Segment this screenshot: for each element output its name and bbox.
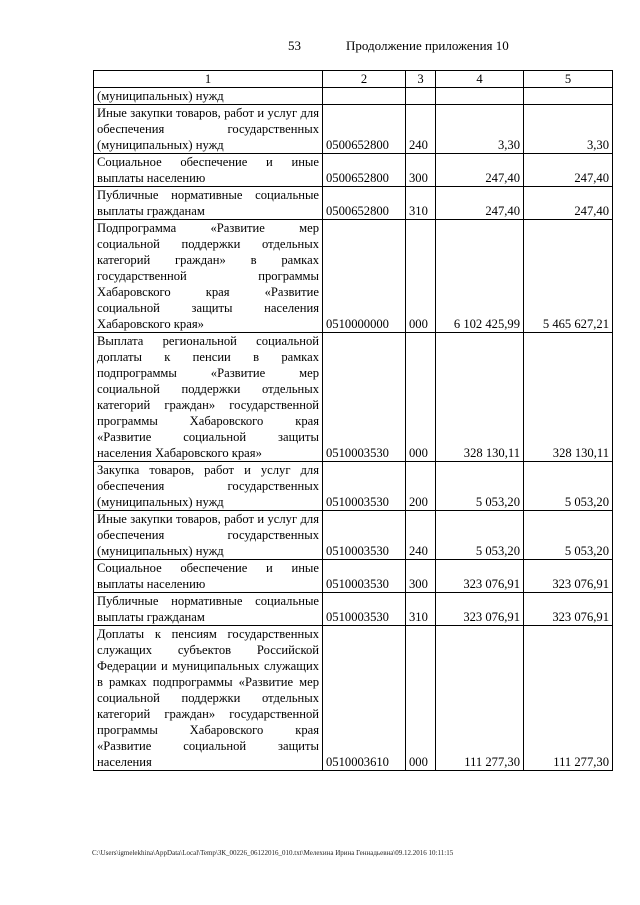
table-row bbox=[94, 462, 613, 511]
expense-type: 000 bbox=[406, 626, 436, 771]
expense-type: 000 bbox=[406, 220, 436, 333]
amount-col5: 111 277,30 bbox=[524, 626, 613, 771]
table-row bbox=[94, 626, 613, 771]
row-description: Публичные нормативные социальные выплаты гражданам bbox=[94, 187, 323, 220]
row-description: Иные закупки товаров, работ и услуг для обеспечения государственных (муниципальных) нужд bbox=[94, 105, 323, 154]
target-code: 0500652800 bbox=[323, 187, 406, 220]
row-description: Социальное обеспечение и иные выплаты населению bbox=[94, 154, 323, 187]
table-row bbox=[94, 105, 613, 154]
target-code: 0510003530 bbox=[323, 560, 406, 593]
expense-type: 000 bbox=[406, 333, 436, 462]
row-description: Публичные нормативные социальные выплаты гражданам bbox=[94, 593, 323, 626]
target-code: 0500652800 bbox=[323, 154, 406, 187]
expense-type: 300 bbox=[406, 560, 436, 593]
amount-col4: 323 076,91 bbox=[436, 593, 524, 626]
target-code: 0510003530 bbox=[323, 462, 406, 511]
column-number-cell: 3 bbox=[406, 71, 436, 88]
amount-col4: 5 053,20 bbox=[436, 511, 524, 560]
amount-col4: 328 130,11 bbox=[436, 333, 524, 462]
amount-col5: 5 053,20 bbox=[524, 462, 613, 511]
table-row bbox=[94, 511, 613, 560]
amount-col4: 323 076,91 bbox=[436, 560, 524, 593]
amount-col5: 323 076,91 bbox=[524, 560, 613, 593]
amount-col5: 5 053,20 bbox=[524, 511, 613, 560]
amount-col5: 247,40 bbox=[524, 154, 613, 187]
amount-col4: 6 102 425,99 bbox=[436, 220, 524, 333]
row-description: Доплаты к пенсиям государственных служащих субъектов Российской Федерации и муниципальных служащих в рамках подпрограммы «Развитие мер социальной поддержки отдельных категорий граждан» государственной программы Хабаровского края «Развитие социальной защиты населения bbox=[94, 626, 323, 771]
amount-col5: 3,30 bbox=[524, 105, 613, 154]
amount-col5: 323 076,91 bbox=[524, 593, 613, 626]
amount-col4: 247,40 bbox=[436, 187, 524, 220]
table-row bbox=[94, 220, 613, 333]
amount-col4: 3,30 bbox=[436, 105, 524, 154]
target-code: 0510003530 bbox=[323, 511, 406, 560]
column-number-cell: 5 bbox=[524, 71, 613, 88]
amount-col4: 111 277,30 bbox=[436, 626, 524, 771]
expense-type: 200 bbox=[406, 462, 436, 511]
file-path-footer: C:\Users\igmelekhina\AppData\Local\Temp\ЗК_00226_06122016_010.txt\Мелехина Ирина Геннадьевна\09.12.2016 10:11:15 bbox=[92, 849, 454, 857]
table-row bbox=[94, 187, 613, 220]
table-row bbox=[94, 154, 613, 187]
target-code: 0510003610 bbox=[323, 626, 406, 771]
target-code bbox=[323, 88, 406, 105]
expense-type: 300 bbox=[406, 154, 436, 187]
expense-type bbox=[406, 88, 436, 105]
table-row bbox=[94, 88, 613, 105]
expense-type: 310 bbox=[406, 593, 436, 626]
amount-col5: 247,40 bbox=[524, 187, 613, 220]
target-code: 0510003530 bbox=[323, 593, 406, 626]
row-description: Выплата региональной социальной доплаты к пенсии в рамках подпрограммы «Развитие мер социальной поддержки отдельных категорий граждан» государственной программы Хабаровского края «Развитие социальной защиты населения Хабаровского края» bbox=[94, 333, 323, 462]
column-number-row bbox=[94, 71, 613, 88]
row-description: Социальное обеспечение и иные выплаты населению bbox=[94, 560, 323, 593]
budget-table bbox=[93, 70, 613, 771]
row-description: Подпрограмма «Развитие мер социальной поддержки отдельных категорий граждан» в рамках государственной программы Хабаровского края «Развитие социальной защиты населения Хабаровского края» bbox=[94, 220, 323, 333]
row-description: (муниципальных) нужд bbox=[94, 88, 323, 105]
amount-col4: 247,40 bbox=[436, 154, 524, 187]
amount-col5: 5 465 627,21 bbox=[524, 220, 613, 333]
expense-type: 240 bbox=[406, 511, 436, 560]
table-row bbox=[94, 333, 613, 462]
amount-col4: 5 053,20 bbox=[436, 462, 524, 511]
target-code: 0510000000 bbox=[323, 220, 406, 333]
column-number-cell: 1 bbox=[94, 71, 323, 88]
row-description: Иные закупки товаров, работ и услуг для обеспечения государственных (муниципальных) нужд bbox=[94, 511, 323, 560]
appendix-title: Продолжение приложения 10 bbox=[346, 38, 509, 53]
amount-col4 bbox=[436, 88, 524, 105]
amount-col5: 328 130,11 bbox=[524, 333, 613, 462]
table-row bbox=[94, 560, 613, 593]
row-description: Закупка товаров, работ и услуг для обеспечения государственных (муниципальных) нужд bbox=[94, 462, 323, 511]
column-number-cell: 2 bbox=[323, 71, 406, 88]
expense-type: 240 bbox=[406, 105, 436, 154]
page-header bbox=[0, 38, 640, 56]
column-number-cell: 4 bbox=[436, 71, 524, 88]
target-code: 0510003530 bbox=[323, 333, 406, 462]
target-code: 0500652800 bbox=[323, 105, 406, 154]
amount-col5 bbox=[524, 88, 613, 105]
expense-type: 310 bbox=[406, 187, 436, 220]
table-row bbox=[94, 593, 613, 626]
page-number: 53 bbox=[288, 38, 301, 53]
